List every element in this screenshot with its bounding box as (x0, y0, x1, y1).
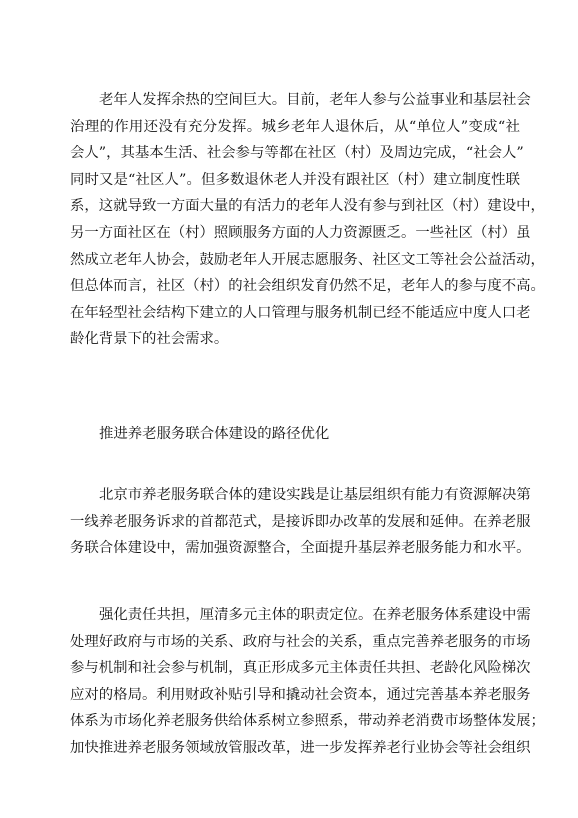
paragraph-line: 会人”，其基本生活、社会参与等都在社区（村）及周边完成，“社会人” (70, 145, 524, 162)
paragraph-line: 系，这就导致一方面大量的有活力的老年人没有参与到社区（村）建设中， (70, 198, 545, 215)
paragraph-line: 同时又是“社区人”。但多数退休老人并没有跟社区（村）建立制度性联 (70, 171, 520, 188)
section-heading: 推进养老服务联合体建设的路径优化 (99, 426, 330, 442)
paragraph-line: 但总体而言，社区（村）的社会组织发育仍然不足，老年人的参与度不高。 (70, 278, 545, 295)
paragraph-shared-responsibility (70, 602, 545, 762)
paragraph-line: 处理好政府与市场的关系、政府与社会的关系，重点完善养老服务的市场 (70, 633, 531, 650)
paragraph-line: 另一方面社区在（村）照顾服务方面的人力资源匮乏。一些社区（村）虽 (70, 224, 531, 241)
paragraph-line: 在年轻型社会结构下建立的人口管理与服务机制已经不能适应中度人口老 (70, 304, 531, 321)
paragraph-elderly-potential (70, 87, 545, 353)
paragraph-line: 参与机制和社会参与机制，真正形成多元主体责任共担、老龄化风险梯次 (70, 660, 531, 677)
paragraph-line: 务联合体建设中，需加强资源整合，全面提升基层养老服务能力和水平。 (70, 540, 531, 557)
paragraph-line: 龄化背景下的社会需求。 (70, 331, 229, 348)
paragraph-line: 然成立老年人协会，鼓励老年人开展志愿服务、社区文工等社会公益活动， (70, 251, 545, 268)
paragraph-beijing-practice (70, 482, 531, 562)
paragraph-line: 体系为市场化养老服务供给体系树立参照系，带动养老消费市场整体发展； (70, 713, 545, 730)
paragraph-line: 一线养老服务诉求的首都范式，是接诉即办改革的发展和延伸。在养老服 (70, 513, 531, 530)
paragraph-line: 强化责任共担，厘清多元主体的职责定位。在养老服务体系建设中需 (99, 607, 531, 623)
paragraph-line: 加快推进养老服务领域放管服改革，进一步发挥养老行业协会等社会组织 (70, 739, 531, 756)
paragraph-line: 治理的作用还没有充分发挥。城乡老年人退休后，从“单位人”变成“社 (70, 118, 520, 135)
paragraph-line: 老年人发挥余热的空间巨大。目前，老年人参与公益事业和基层社会 (99, 92, 531, 108)
paragraph-line: 应对的格局。利用财政补贴引导和撬动社会资本，通过完善基本养老服务 (70, 686, 531, 703)
paragraph-line: 北京市养老服务联合体的建设实践是让基层组织有能力有资源解决第 (99, 487, 531, 503)
